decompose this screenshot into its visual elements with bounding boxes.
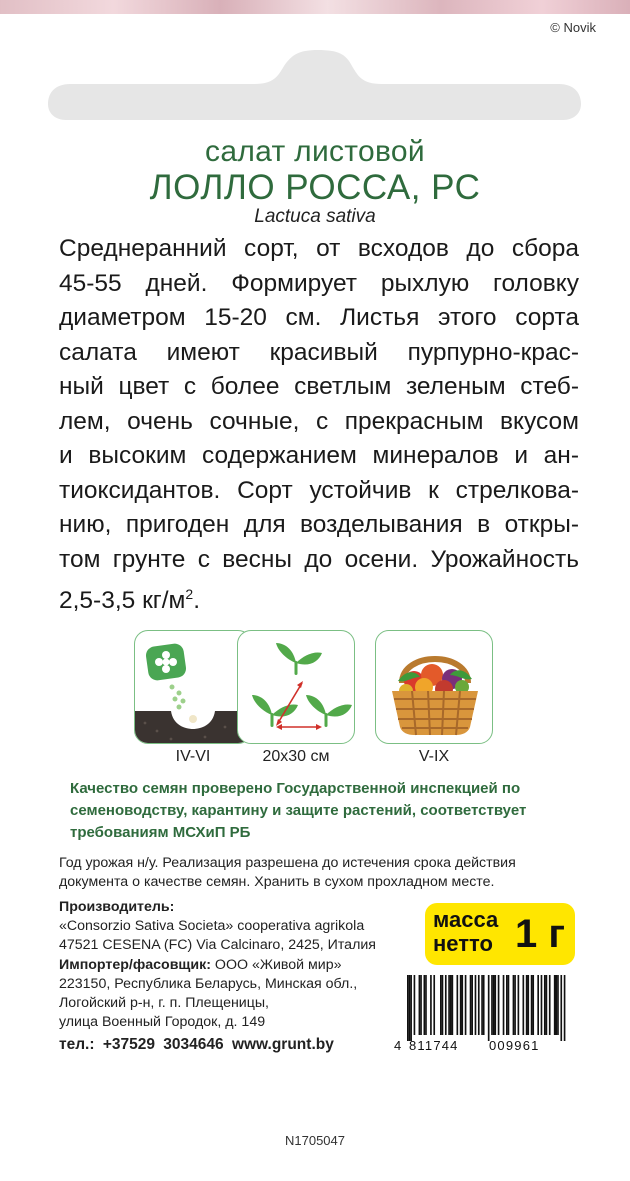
batch-code: N1705047	[285, 1133, 345, 1148]
hang-tab	[48, 48, 581, 120]
barcode-bar	[410, 975, 412, 1041]
barcode-bar	[503, 975, 505, 1035]
spacing-label: 20x30 см	[262, 748, 330, 765]
barcode-bar	[506, 975, 508, 1035]
description-line: том грунте с весны до осени. Урожайность	[59, 545, 579, 573]
barcode-bar	[488, 975, 490, 1041]
barcode-bar	[560, 975, 562, 1041]
copyright: © Novik	[550, 20, 596, 35]
barcode-bar	[537, 975, 539, 1035]
spacing-icon	[238, 631, 355, 744]
barcode-bar	[513, 975, 515, 1035]
importer-name: ООО «Живой мир»	[210, 956, 342, 973]
description-line: 45-55 дней. Формирует рыхлую головку	[59, 269, 579, 297]
importer-line: Логойский р-н, г. п. Плещеницы,	[59, 995, 269, 1012]
barcode-bar	[442, 975, 444, 1035]
top-photo-strip	[0, 0, 630, 14]
barcode-bar	[470, 975, 472, 1035]
barcode-bar	[493, 975, 495, 1035]
barcode-bar	[445, 975, 447, 1035]
sowing-period-label: IV-VI	[175, 748, 211, 765]
barcode-bar	[531, 975, 533, 1035]
description-line-yield	[59, 577, 579, 619]
barcode-bar	[532, 975, 534, 1035]
barcode-bar	[448, 975, 450, 1035]
barcode-first-digit: 4	[394, 1038, 402, 1053]
net-weight-badge	[425, 903, 575, 965]
barcode-bar	[478, 975, 480, 1035]
barcode-bar	[498, 975, 500, 1035]
harvest-card	[375, 630, 493, 744]
barcode-bar	[544, 975, 546, 1035]
barcode-bar	[419, 975, 421, 1035]
barcode-bar	[481, 975, 483, 1035]
description-line: Среднеранний сорт, от всходов до сбора	[59, 235, 579, 262]
barcode-bar	[556, 975, 558, 1035]
barcode-bar	[433, 975, 435, 1035]
barcode-bar	[564, 975, 566, 1041]
barcode-bar	[541, 975, 543, 1035]
description-line: ный цвет с более светлым зеленым стеб-	[59, 373, 579, 400]
barcode-bar	[424, 975, 426, 1035]
barcode-bar	[526, 975, 528, 1035]
net-weight-label-line2: нетто	[433, 931, 493, 956]
sowing-icon	[135, 631, 252, 744]
storage-note: Год урожая н/у. Реализация разрешена до истечения срока действия документа о качестве семян. Хранить в сухом прохладном месте.	[59, 855, 516, 890]
importer-line: улица Военный Городок, д. 149	[59, 1014, 266, 1031]
barcode-bar	[494, 975, 496, 1035]
harvest-basket-icon	[376, 631, 493, 744]
latin-name: Lactuca sativa	[254, 206, 376, 227]
importer-line: 223150, Республика Беларусь, Минская обл.,	[59, 975, 358, 992]
barcode-bar	[527, 975, 529, 1035]
barcode-bar	[508, 975, 510, 1035]
sowing-card	[134, 630, 252, 744]
yield-end: .	[193, 587, 200, 615]
barcode-bar	[460, 975, 462, 1035]
producer-line: «Consorzio Sativa Societa» cooperativa agrikola	[59, 918, 365, 935]
manufacturer-info	[59, 898, 419, 1032]
barcode	[393, 975, 575, 1053]
barcode-bar	[450, 975, 452, 1035]
barcode-bar	[518, 975, 520, 1035]
barcode-bar	[465, 975, 467, 1035]
spacing-card	[237, 630, 355, 744]
description-line: салата имеют красивый пурпурно-крас-	[59, 338, 579, 366]
importer-label: Импортер/фасовщик:	[59, 956, 211, 973]
quality-statement: Качество семян проверено Государственной инспекцией по семеноводству, карантину и защите растений, соответствует требованиям МСХиП РБ	[70, 780, 527, 841]
barcode-bar	[475, 975, 477, 1035]
barcode-bar	[557, 975, 559, 1035]
barcode-bar	[440, 975, 442, 1035]
net-weight-label	[433, 908, 498, 956]
barcode-bar	[554, 975, 556, 1035]
harvest-period-label: V-IX	[418, 748, 450, 765]
barcode-bar	[483, 975, 485, 1035]
product-title: ЛОЛЛО РОССА, РС	[149, 168, 481, 207]
barcode-bar	[409, 975, 411, 1041]
barcode-bar	[546, 975, 548, 1035]
net-weight-label-line1: масса	[433, 907, 499, 932]
yield-text: 2,5-3,5 кг/м	[59, 587, 186, 615]
barcode-bar	[430, 975, 432, 1035]
description-line: лем, очень сочные, с прекрасным вкусом	[59, 407, 579, 435]
barcode-bar	[491, 975, 493, 1035]
barcode-bar	[523, 975, 525, 1035]
barcode-bar	[420, 975, 422, 1035]
barcode-group1: 811744	[409, 1038, 459, 1053]
barcode-bar	[457, 975, 459, 1035]
producer-label: Производитель:	[59, 899, 175, 915]
description-line: и высоким содержанием минералов и ан-	[59, 442, 579, 469]
barcode-bar	[425, 975, 427, 1035]
product-type: салат листовой	[205, 135, 425, 168]
barcode-bar	[461, 975, 463, 1035]
description-line: тиоксидантов. Сорт устойчив к стрелкова-	[59, 476, 579, 504]
description	[59, 232, 579, 619]
description-line: нию, пригоден для возделывания в откры-	[59, 511, 579, 538]
barcode-bar	[407, 975, 409, 1041]
barcode-bar	[452, 975, 454, 1035]
producer-line: 47521 CESENA (FC) Via Calcinaro, 2425, Италия	[59, 937, 376, 954]
contacts: тел.: +37529 3034646 www.grunt.by	[59, 1036, 334, 1053]
description-line: диаметром 15-20 см. Листья этого сорта	[59, 304, 579, 331]
barcode-group2: 009961	[489, 1038, 540, 1053]
yield-superscript: 2	[185, 586, 194, 602]
barcode-bar	[414, 975, 416, 1035]
barcode-bar	[514, 975, 516, 1035]
net-weight-value: 1 г	[514, 912, 565, 956]
barcode-bar	[471, 975, 473, 1035]
barcode-bar	[549, 975, 551, 1035]
